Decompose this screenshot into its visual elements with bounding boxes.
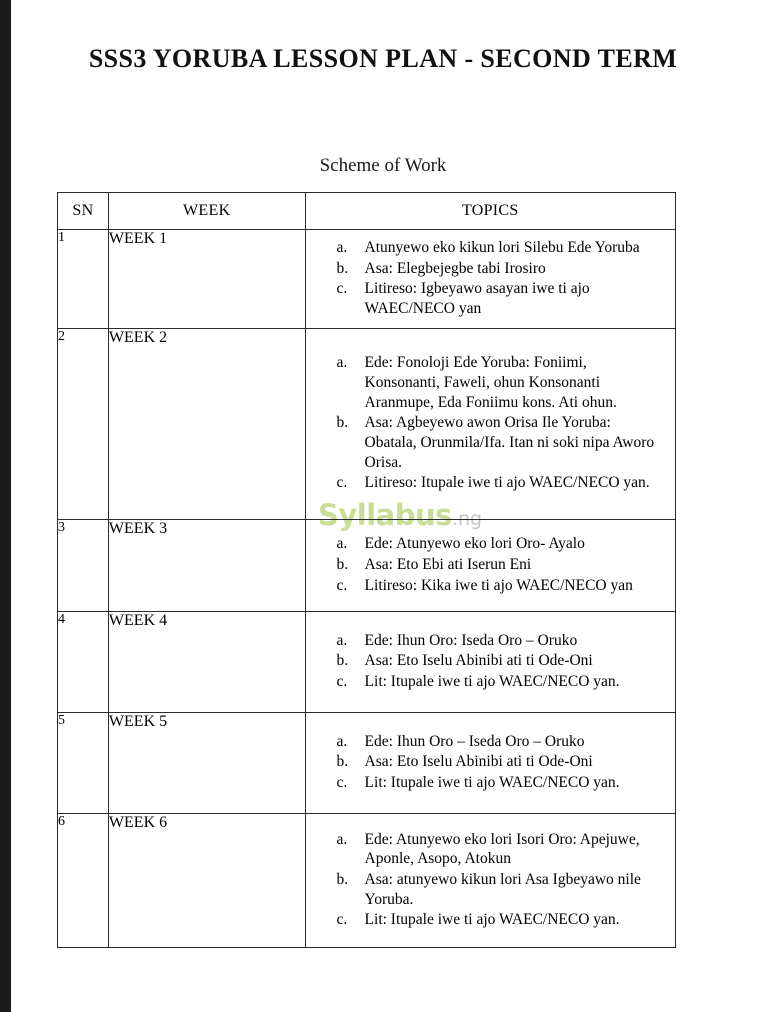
topic-item (337, 773, 665, 793)
topic-list (306, 822, 675, 939)
cell-topics (305, 230, 675, 329)
topic-item-marker: a. (336, 535, 348, 553)
topic-item-text: Lit: Itupale iwe ti ajo WAEC/NECO yan. (364, 774, 620, 792)
document-subtitle: Scheme of Work (319, 155, 447, 176)
cell-serial-number: 2 (58, 328, 109, 519)
topic-item-text: Litireso: Itupale iwe ti ajo WAEC/NECO yan. (364, 474, 650, 492)
topic-item (337, 752, 665, 772)
topic-item (337, 534, 665, 554)
topic-item-marker: c. (336, 911, 348, 929)
cell-serial-number: 6 (58, 813, 109, 947)
topic-item-marker: c. (336, 280, 348, 298)
cell-serial-number: 5 (58, 712, 109, 813)
topic-item (337, 910, 665, 930)
topic-item (337, 732, 665, 752)
topic-item-text: Ede: Fonoloji Ede Yoruba: Foniimi, Konsonanti, Faweli, ohun Konsonanti Aranmupe, Eda Foniimu kons. Ati ohun. (364, 354, 617, 411)
topic-item (337, 576, 665, 596)
cell-serial-number: 3 (58, 519, 109, 611)
cell-serial-number: 1 (58, 230, 109, 329)
cell-topics (305, 611, 675, 712)
topic-item-text: Asa: atunyewo kikun lori Asa Igbeyawo nile Yoruba. (364, 870, 641, 908)
topic-item-marker: b. (336, 870, 349, 888)
table-row (58, 611, 676, 712)
topic-item-marker: a. (336, 830, 348, 848)
topic-item (337, 555, 665, 575)
topic-item-marker: c. (336, 774, 348, 792)
cell-week-label: WEEK 4 (108, 611, 305, 712)
topic-item-text: Asa: Elegbejegbe tabi Irosiro (364, 259, 546, 277)
scheme-of-work-table (57, 192, 676, 948)
cell-topics (305, 328, 675, 519)
topic-item-text: Lit: Itupale iwe ti ajo WAEC/NECO yan. (364, 673, 620, 691)
topic-item-text: Asa: Eto Iselu Abinibi ati ti Ode-Oni (364, 753, 593, 771)
topic-list (306, 345, 675, 502)
topic-item (337, 473, 665, 493)
cell-topics (305, 519, 675, 611)
topic-item (337, 259, 665, 279)
topic-item (337, 870, 665, 909)
watermark-tld-text: .ng (451, 508, 483, 530)
column-header-week: WEEK (108, 193, 305, 230)
table-header-row (58, 193, 676, 230)
table-body (58, 230, 676, 948)
topic-item-text: Lit: Itupale iwe ti ajo WAEC/NECO yan. (364, 911, 620, 929)
table-row (58, 712, 676, 813)
topic-item-marker: c. (336, 576, 348, 594)
topic-item-text: Asa: Eto Iselu Abinibi ati ti Ode-Oni (364, 652, 593, 670)
cell-topics (305, 813, 675, 947)
topic-item (337, 631, 665, 651)
topic-item-marker: a. (336, 239, 348, 256)
topic-item-text: Ede: Atunyewo eko lori Isori Oro: Apejuwe, Aponle, Asopo, Atokun (364, 830, 640, 868)
topic-item-marker: b. (336, 753, 349, 771)
page-title: SSS3 YORUBA LESSON PLAN - SECOND TERM (88, 44, 678, 73)
cell-week-label: WEEK 5 (108, 712, 305, 813)
topic-item-text: Asa: Agbeyewo awon Orisa Ile Yoruba: Obatala, Orunmila/Ifa. Itan ni soki nipa Aworo Orisa. (364, 414, 655, 471)
topic-item-text: Ede: Ihun Oro – Iseda Oro – Oruko (364, 732, 585, 750)
topic-item (337, 830, 665, 869)
cell-week-label: WEEK 3 (108, 519, 305, 611)
cell-week-label: WEEK 6 (108, 813, 305, 947)
topic-item-text: Litireso: Igbeyawo asayan iwe ti ajo WAEC/NECO yan (364, 280, 590, 318)
topic-item (337, 353, 665, 412)
topic-item (337, 238, 665, 258)
topic-item-marker: c. (336, 474, 348, 492)
topic-list (306, 623, 675, 701)
table-row (58, 328, 676, 519)
topic-item-text: Litireso: Kika iwe ti ajo WAEC/NECO yan (364, 576, 633, 594)
watermark-main-text: Syllabus (318, 498, 452, 532)
topic-item-marker: a. (336, 631, 348, 649)
topic-item-marker: b. (336, 259, 349, 277)
topic-item (337, 413, 665, 472)
topic-item-marker: a. (336, 354, 348, 372)
column-header-sn: SN (58, 193, 109, 230)
topic-item-text: Asa: Eto Ebi ati Iserun Eni (364, 555, 532, 573)
column-header-topics: TOPICS (305, 193, 675, 230)
topic-item-marker: a. (336, 732, 348, 750)
topic-item (337, 651, 665, 671)
cell-week-label: WEEK 1 (108, 230, 305, 329)
cell-week-label: WEEK 2 (108, 328, 305, 519)
topic-item (337, 279, 665, 318)
table-row (58, 813, 676, 947)
topic-item-marker: c. (336, 673, 348, 691)
topic-item-marker: b. (336, 555, 349, 573)
topic-list (306, 230, 675, 328)
topic-item-text: Atunyewo eko kikun lori Silebu Ede Yoruba (364, 239, 640, 256)
topic-list (306, 526, 675, 604)
cell-serial-number: 4 (58, 611, 109, 712)
scan-edge-artifact (0, 0, 11, 1012)
table-row (58, 230, 676, 329)
topic-item (337, 672, 665, 692)
topic-list (306, 724, 675, 802)
cell-topics (305, 712, 675, 813)
topic-item-marker: b. (336, 414, 349, 432)
topic-item-text: Ede: Ihun Oro: Iseda Oro – Oruko (364, 631, 578, 649)
table-row (58, 519, 676, 611)
topic-item-text: Ede: Atunyewo eko lori Oro- Ayalo (364, 535, 585, 553)
topic-item-marker: b. (336, 652, 349, 670)
